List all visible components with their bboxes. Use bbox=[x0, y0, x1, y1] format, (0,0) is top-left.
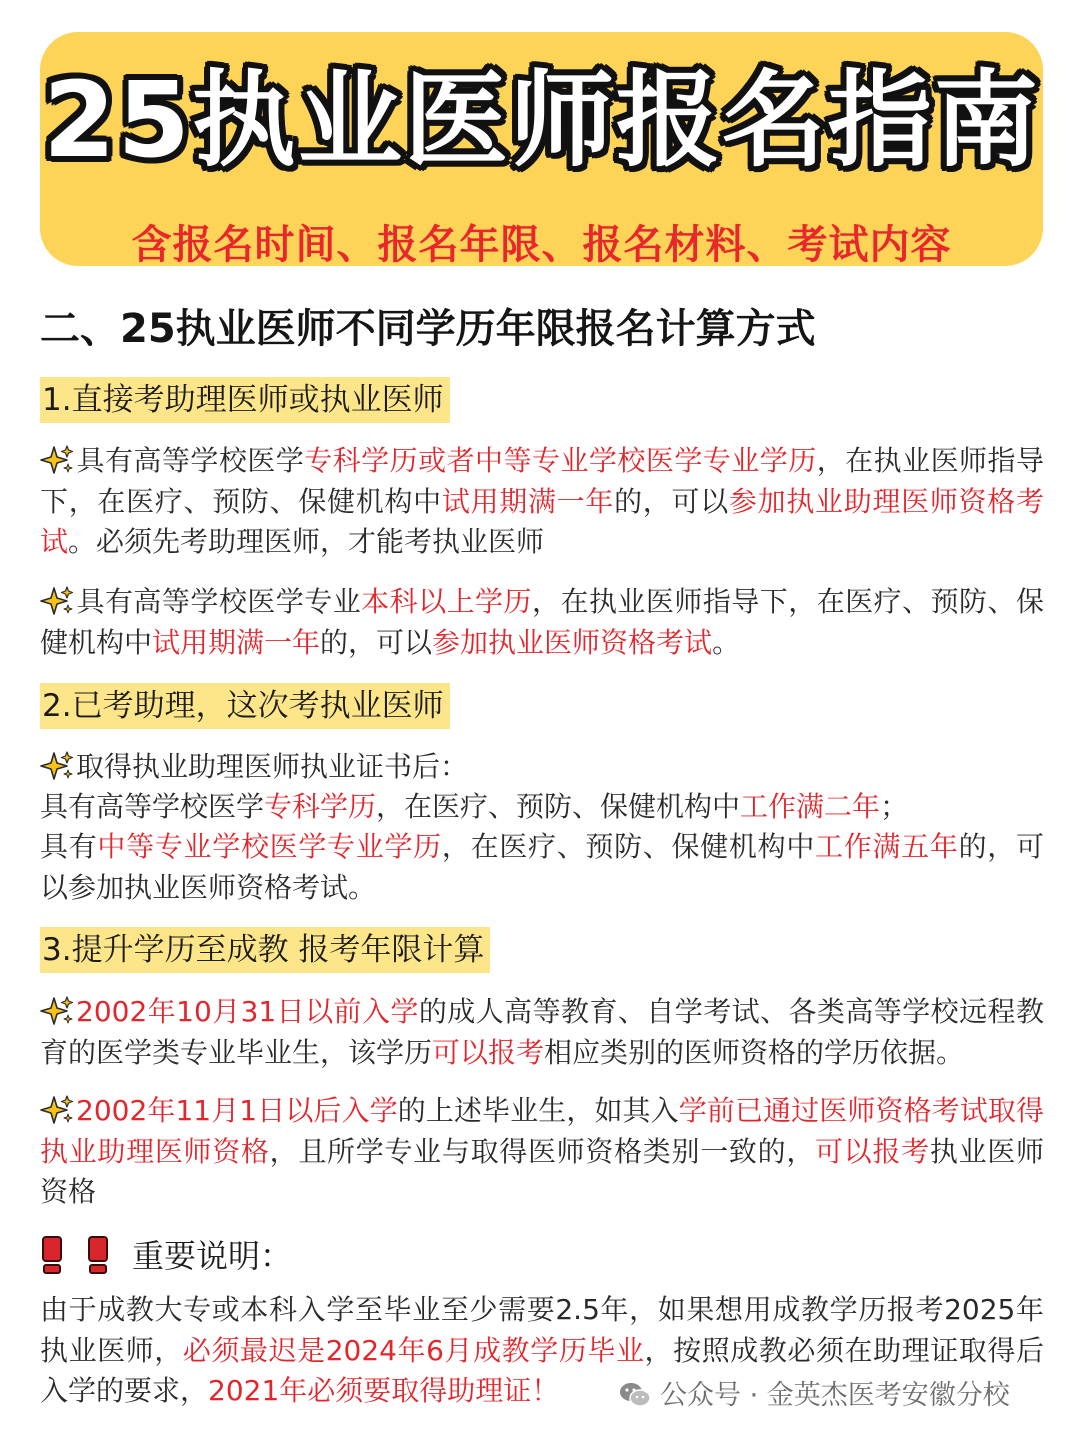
part2-heading: 2.已考助理，这次考执业医师 bbox=[40, 683, 450, 729]
part2-line-secondary: 具有中等专业学校医学专业学历，在医疗、预防、保健机构中工作满五年的，可以参加执业医师资格考试。 bbox=[40, 830, 1044, 904]
title-banner bbox=[40, 32, 1043, 266]
sparkles-icon bbox=[40, 445, 74, 475]
sparkles-icon bbox=[40, 996, 74, 1026]
part3-paragraph-1: 2002年10月31日以前入学的成人高等教育、自学考试、各类高等学校远程教育的医学类专业毕业生，该学历可以报考相应类别的医师资格的学历依据。 bbox=[40, 995, 1044, 1069]
wechat-icon bbox=[618, 1380, 652, 1410]
double-exclamation-icon bbox=[40, 1236, 64, 1274]
part3-heading: 3.提升学历至成教 报考年限计算 bbox=[40, 927, 490, 973]
part1-paragraph-1: 具有高等学校医学专科学历或者中等专业学校医学专业学历，在执业医师指导下，在医疗、预防、保健机构中试用期满一年的，可以参加执业助理医师资格考试。必须先考助理医师，才能考执业医师 bbox=[40, 444, 1044, 558]
part1-heading: 1.直接考助理医师或执业医师 bbox=[40, 377, 450, 423]
part3-paragraph-2: 2002年11月1日以后入学的上述毕业生，如其入学前已通过医师资格考试取得执业助理医师资格，且所学专业与取得医师资格类别一致的，可以报考执业医师资格 bbox=[40, 1094, 1044, 1208]
watermark: 公众号 · 金英杰医考安徽分校 bbox=[618, 1376, 1010, 1416]
sparkles-icon bbox=[40, 586, 74, 616]
important-note-body: 由于成教大专或本科入学至毕业至少需要2.5年，如果想用成教学历报考2025年执业医师，必须最迟是2024年6月成教学历毕业，按照成教必须在助理证取得后入学的要求，2021年必须要取得助理证！ bbox=[40, 1293, 1044, 1407]
part2-intro: 取得执业助理医师执业证书后： bbox=[40, 747, 1044, 788]
part1-paragraph-2: 具有高等学校医学专业本科以上学历，在执业医师指导下，在医疗、预防、保健机构中试用期满一年的，可以参加执业医师资格考试。 bbox=[40, 585, 1044, 659]
banner-title: 25执业医师报名指南 bbox=[43, 59, 1040, 181]
double-exclamation-icon bbox=[86, 1236, 110, 1274]
part2-line-college: 具有高等学校医学专科学历，在医疗、预防、保健机构中工作满二年； bbox=[40, 790, 909, 823]
banner-subtitle: 含报名时间、报名年限、报名材料、考试内容 bbox=[131, 222, 952, 268]
section-title: 二、25执业医师不同学历年限报名计算方式 bbox=[40, 306, 816, 352]
sparkles-icon bbox=[40, 1095, 74, 1125]
important-note-heading: 重要说明： bbox=[40, 1231, 292, 1281]
sparkles-icon bbox=[40, 751, 74, 781]
